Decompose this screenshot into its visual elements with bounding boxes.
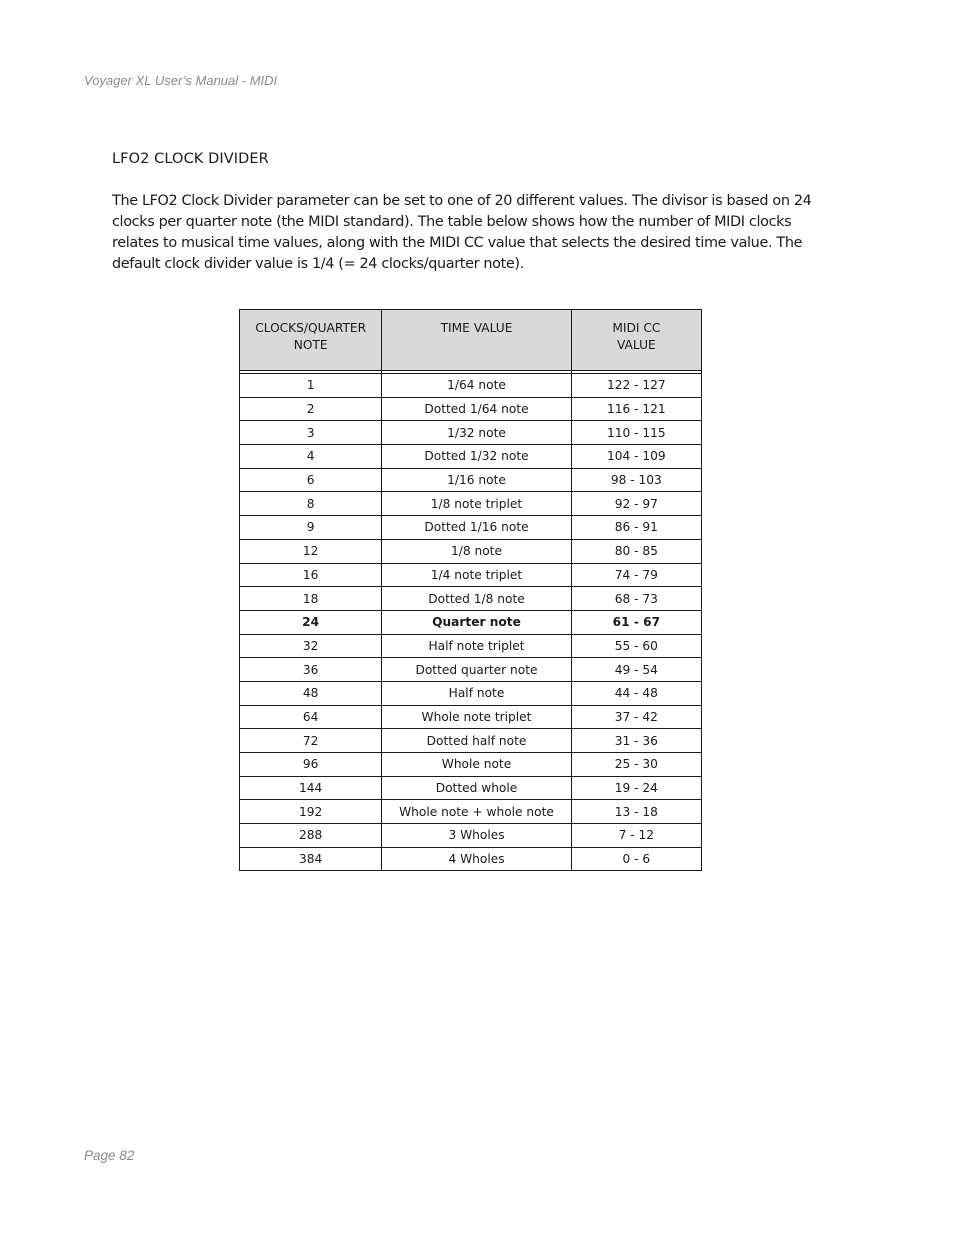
cell-midi-cc: 110 - 115 (571, 421, 701, 445)
table-row (240, 563, 702, 587)
cell-clocks: 9 (240, 516, 382, 540)
cell-clocks: 6 (240, 468, 382, 492)
table-row (240, 800, 702, 824)
cell-midi-cc: 86 - 91 (571, 516, 701, 540)
table-row (240, 421, 702, 445)
cell-clocks: 24 (240, 610, 382, 634)
cell-time-value: 1/4 note triplet (382, 563, 571, 587)
cell-midi-cc: 61 - 67 (571, 610, 701, 634)
cell-midi-cc: 116 - 121 (571, 397, 701, 421)
cell-midi-cc: 55 - 60 (571, 634, 701, 658)
cell-time-value: 1/8 note triplet (382, 492, 571, 516)
cell-midi-cc: 31 - 36 (571, 729, 701, 753)
table-row (240, 492, 702, 516)
body-paragraph: The LFO2 Clock Divider parameter can be set to one of 20 different values. The divisor is based on 24 clocks per quarter note (the MIDI standard). The table below shows how the number of MIDI clocks relates to musical time values, along with the MIDI CC value that selects the desired time value. The default clock divider value is 1/4 (= 24 clocks/quarter note). (112, 193, 812, 272)
table-row (240, 681, 702, 705)
cell-midi-cc: 98 - 103 (571, 468, 701, 492)
cell-time-value: 3 Wholes (382, 824, 571, 848)
table-header-row (240, 310, 702, 371)
table-row (240, 705, 702, 729)
cell-time-value: Whole note triplet (382, 705, 571, 729)
cell-time-value: 1/8 note (382, 539, 571, 563)
cell-midi-cc: 92 - 97 (571, 492, 701, 516)
cell-time-value: 4 Wholes (382, 847, 571, 871)
table-row (240, 776, 702, 800)
cell-time-value: 1/64 note (382, 374, 571, 398)
cell-time-value: Dotted half note (382, 729, 571, 753)
header-time-value: TIME VALUE (382, 310, 571, 371)
cell-clocks: 4 (240, 445, 382, 469)
cell-midi-cc: 19 - 24 (571, 776, 701, 800)
table-row (240, 587, 702, 611)
running-header: Voyager XL User’s Manual - MIDI (84, 73, 278, 88)
header-clocks: CLOCKS/QUARTER NOTE (240, 310, 382, 371)
table-row (240, 658, 702, 682)
table-row (240, 445, 702, 469)
cell-clocks: 3 (240, 421, 382, 445)
page-number: Page 82 (84, 1148, 135, 1163)
table-row (240, 516, 702, 540)
cell-midi-cc: 25 - 30 (571, 753, 701, 777)
table-row (240, 397, 702, 421)
cell-time-value: Whole note (382, 753, 571, 777)
cell-time-value: 1/32 note (382, 421, 571, 445)
section-title: LFO2 CLOCK DIVIDER (112, 151, 269, 167)
cell-midi-cc: 122 - 127 (571, 374, 701, 398)
cell-clocks: 288 (240, 824, 382, 848)
cell-midi-cc: 37 - 42 (571, 705, 701, 729)
cell-clocks: 1 (240, 374, 382, 398)
cell-midi-cc: 13 - 18 (571, 800, 701, 824)
table-row (240, 729, 702, 753)
cell-clocks: 72 (240, 729, 382, 753)
cell-time-value: Half note triplet (382, 634, 571, 658)
table-row (240, 753, 702, 777)
cell-clocks: 64 (240, 705, 382, 729)
cell-midi-cc: 7 - 12 (571, 824, 701, 848)
cell-clocks: 8 (240, 492, 382, 516)
cell-time-value: Half note (382, 681, 571, 705)
cell-midi-cc: 104 - 109 (571, 445, 701, 469)
cell-midi-cc: 44 - 48 (571, 681, 701, 705)
cell-midi-cc: 49 - 54 (571, 658, 701, 682)
cell-midi-cc: 74 - 79 (571, 563, 701, 587)
clock-divider-table (239, 309, 702, 871)
cell-clocks: 192 (240, 800, 382, 824)
table-row (240, 847, 702, 871)
table-row (240, 374, 702, 398)
cell-time-value: Dotted 1/64 note (382, 397, 571, 421)
cell-clocks: 384 (240, 847, 382, 871)
cell-time-value: 1/16 note (382, 468, 571, 492)
cell-time-value: Quarter note (382, 610, 571, 634)
cell-time-value: Dotted 1/16 note (382, 516, 571, 540)
cell-clocks: 2 (240, 397, 382, 421)
cell-clocks: 36 (240, 658, 382, 682)
table-row (240, 634, 702, 658)
cell-clocks: 32 (240, 634, 382, 658)
table-row (240, 468, 702, 492)
cell-time-value: Dotted 1/8 note (382, 587, 571, 611)
cell-time-value: Whole note + whole note (382, 800, 571, 824)
cell-time-value: Dotted whole (382, 776, 571, 800)
table-row (240, 610, 702, 634)
table-body (240, 374, 702, 871)
cell-clocks: 48 (240, 681, 382, 705)
cell-clocks: 18 (240, 587, 382, 611)
header-midi-cc-value: MIDI CC VALUE (571, 310, 701, 371)
table-row (240, 539, 702, 563)
cell-midi-cc: 68 - 73 (571, 587, 701, 611)
cell-midi-cc: 80 - 85 (571, 539, 701, 563)
cell-clocks: 16 (240, 563, 382, 587)
cell-clocks: 144 (240, 776, 382, 800)
cell-midi-cc: 0 - 6 (571, 847, 701, 871)
cell-clocks: 12 (240, 539, 382, 563)
cell-time-value: Dotted quarter note (382, 658, 571, 682)
cell-clocks: 96 (240, 753, 382, 777)
table-row (240, 824, 702, 848)
cell-time-value: Dotted 1/32 note (382, 445, 571, 469)
